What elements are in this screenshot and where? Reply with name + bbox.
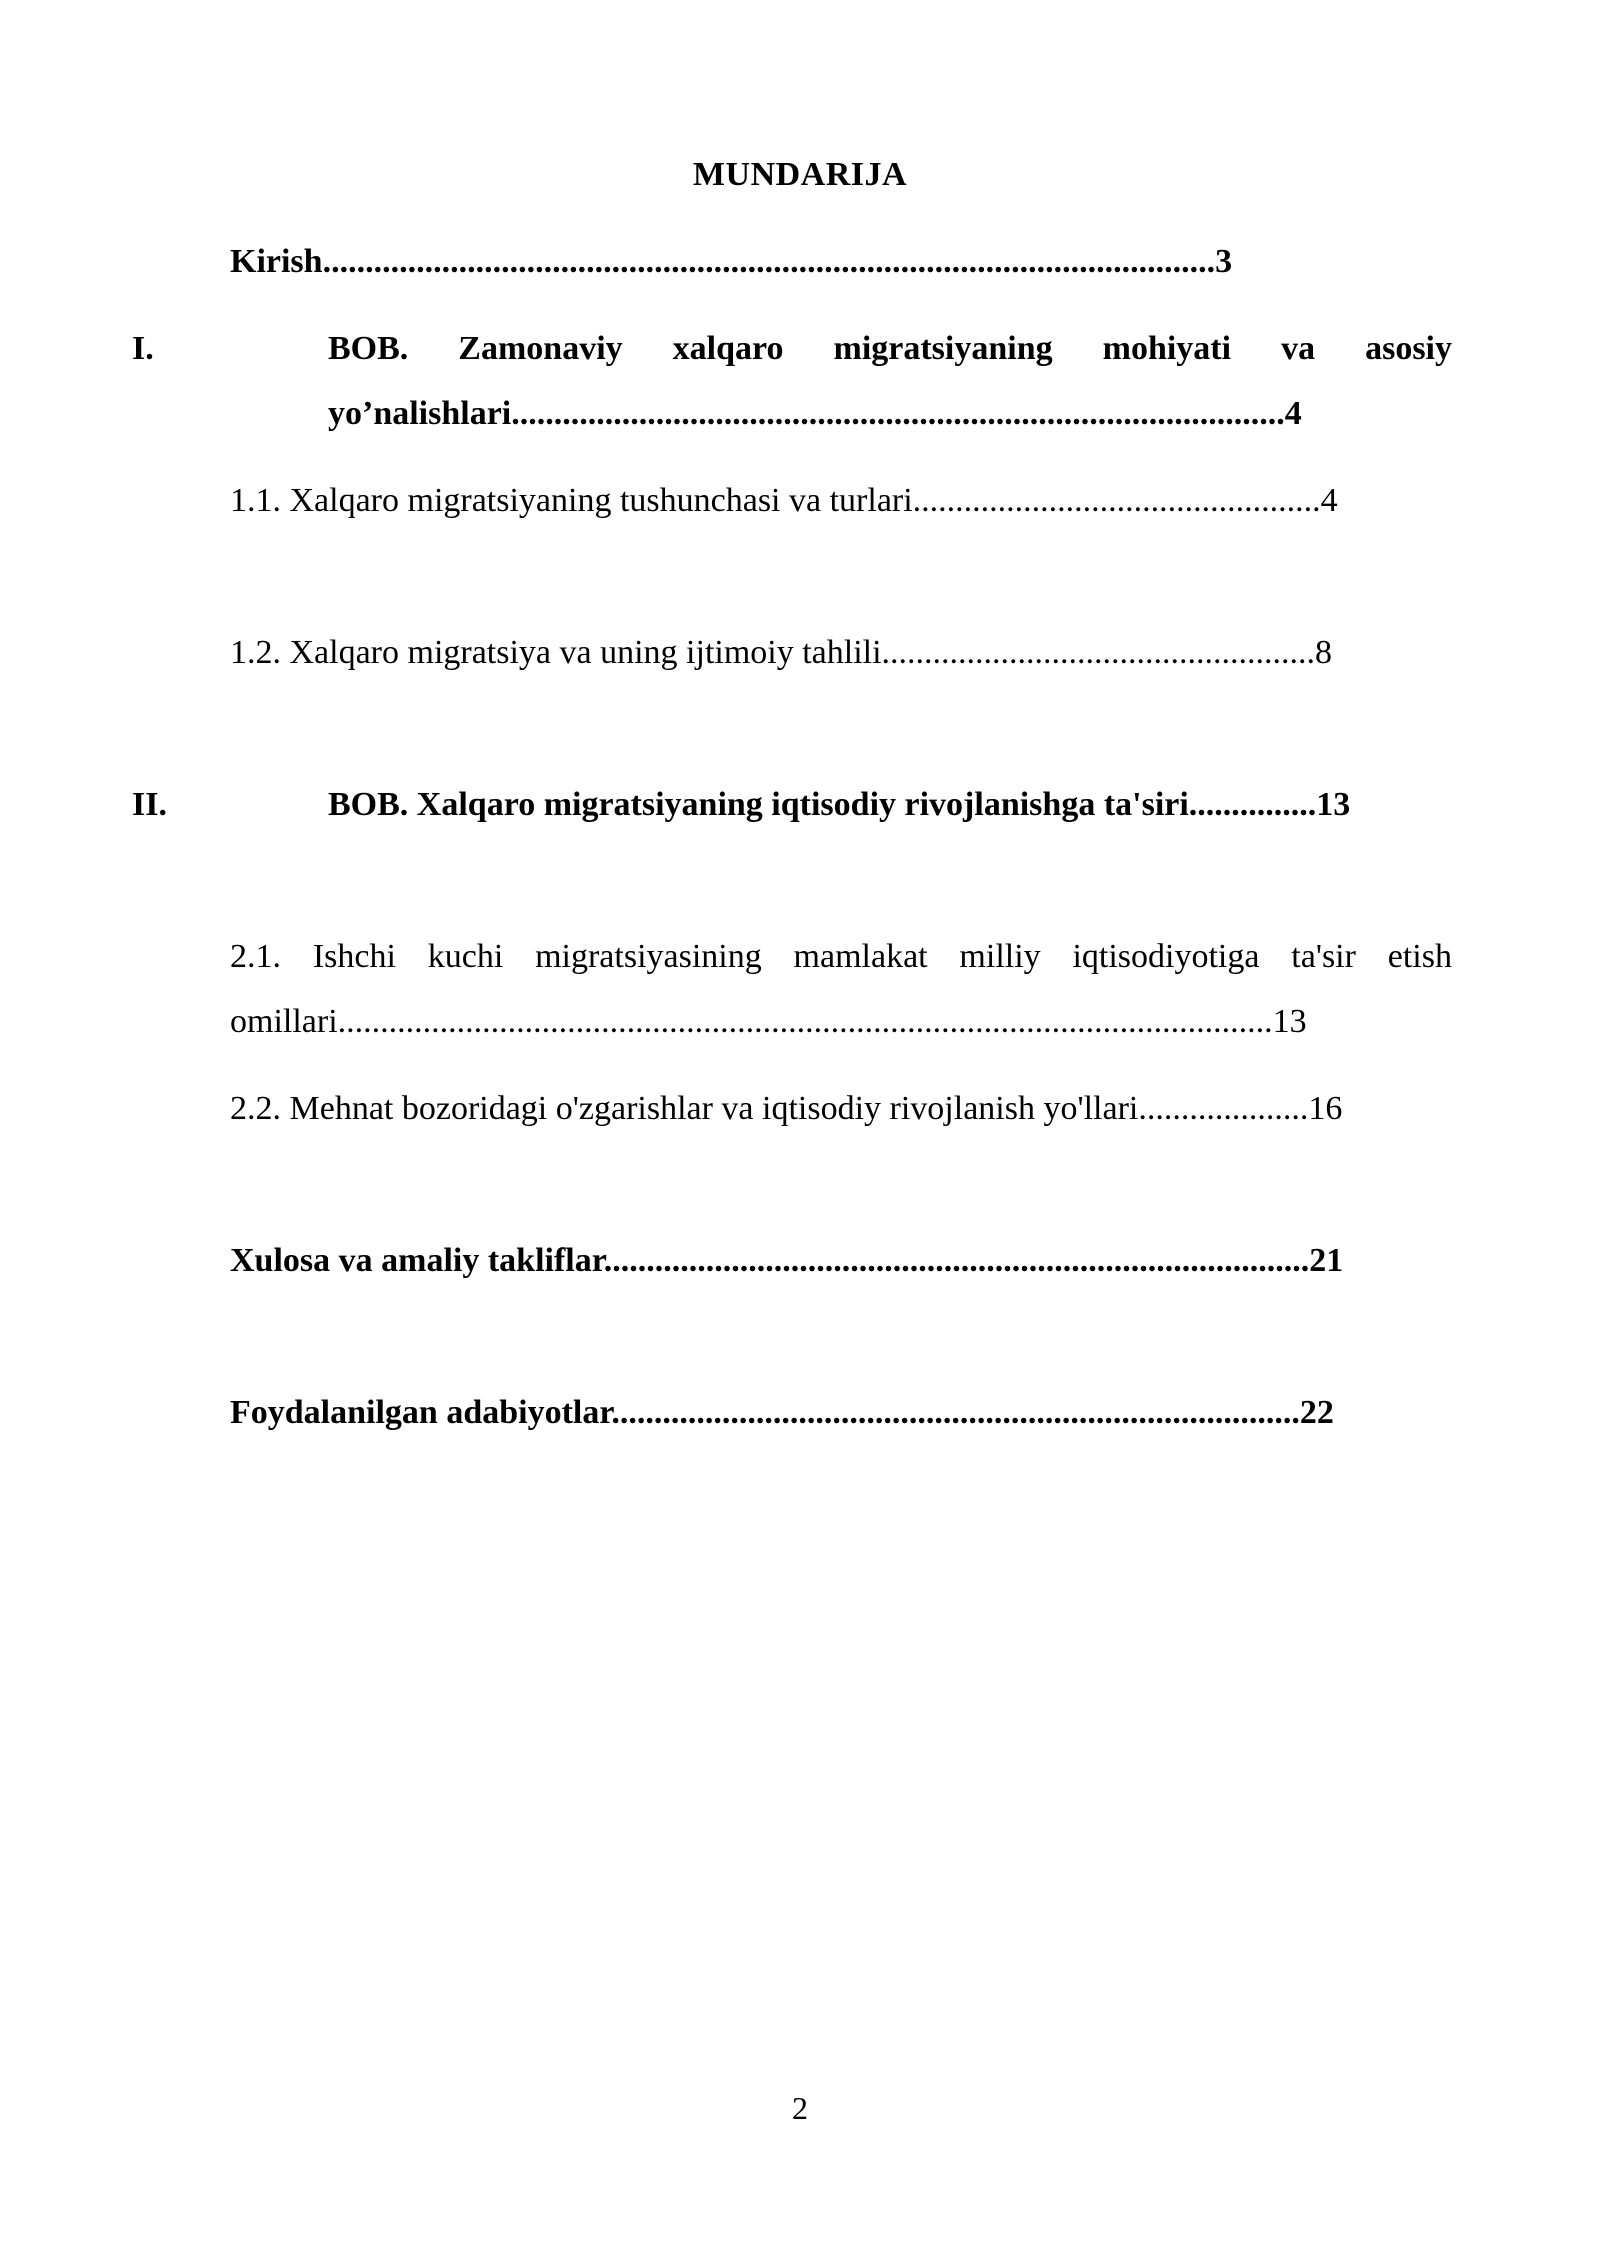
toc-entry-section-2-1[interactable]: 2.1. Ishchi kuchi migratsiyasining mamlakat milliy iqtisodiyotiga ta'sir etish omillari..............................................................................................................13 — [230, 938, 1452, 1040]
toc-entry-section-1-2[interactable]: 1.2. Xalqaro migratsiya va uning ijtimoiy tahlili...................................................8 — [230, 634, 1333, 671]
chapter-1-numeral: I. — [132, 330, 154, 367]
toc-entry-chapter-1[interactable] — [132, 316, 1452, 446]
toc-entry-adabiyotlar[interactable]: Foydalanilgan adabiyotlar.................................................................................22 — [230, 1394, 1334, 1431]
chapter-2-title: BOB. Xalqaro migratsiyaning iqtisodiy rivojlanishga ta'siri...............13 — [328, 786, 1351, 823]
toc-entry-kirish[interactable]: Kirish.........................................................................................................3 — [230, 243, 1233, 280]
toc-entry-chapter-2[interactable] — [132, 772, 1452, 837]
chapter-2-numeral: II. — [132, 786, 167, 823]
toc-entry-xulosa[interactable]: Xulosa va amaliy takliflar...................................................................................21 — [230, 1242, 1344, 1279]
page-title: MUNDARIJA — [692, 156, 908, 193]
page-number: 2 — [792, 2090, 808, 2126]
toc-entry-section-2-2[interactable]: 2.2. Mehnat bozoridagi o'zgarishlar va iqtisodiy rivojlanish yo'llari....................16 — [230, 1090, 1343, 1127]
chapter-1-title: BOB. Zamonaviy xalqaro migratsiyaning mohiyati va asosiy yo’nalishlari...........................................................................................4 — [328, 330, 1452, 432]
toc-entry-section-1-1[interactable]: 1.1. Xalqaro migratsiyaning tushunchasi va turlari................................................4 — [230, 482, 1338, 519]
